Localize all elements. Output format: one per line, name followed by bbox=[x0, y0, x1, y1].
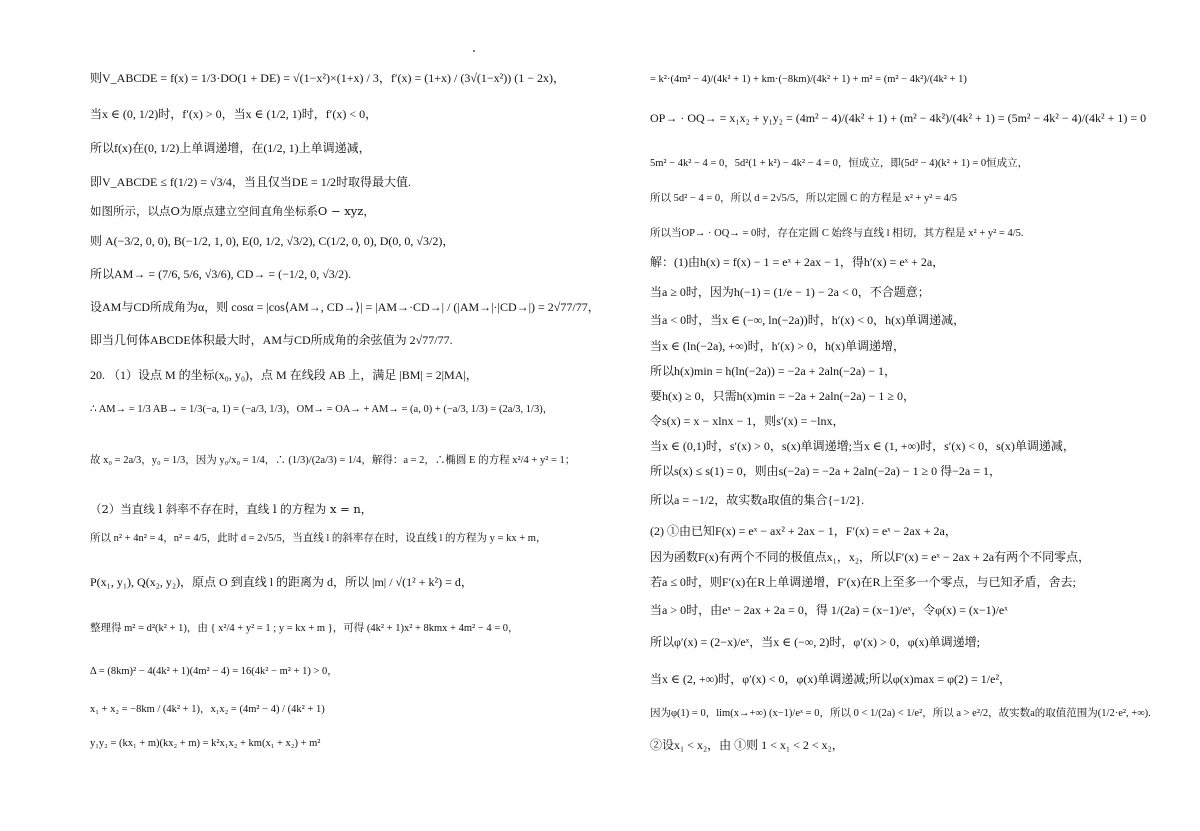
text-line: 则 A(−3/2, 0, 0), B(−1/2, 1, 0), E(0, 1/2, √3/2), C(1/2, 0, 0), D(0, 0, √3/2)， bbox=[90, 234, 455, 248]
text-line: 当x ∈ (0,1)时，s′(x) > 0，s(x)单调递增;当x ∈ (1, +∞)时，s′(x) < 0，s(x)单调递减， bbox=[650, 439, 1075, 453]
text-line: 所以s(x) ≤ s(1) = 0，则由s(−2a) = −2a + 2aln(−2a) − 1 ≥ 0 得−2a = 1， bbox=[650, 464, 1002, 478]
text-line: 即V_ABCDE ≤ f(1/2) = √3/4，当且仅当DE = 1/2时取得最大值. bbox=[90, 175, 412, 189]
text-line: OP→ · OQ→ = x₁x₂ + y₁y₂ = (4m² − 4)/(4k² + 1) + (m² − 4k²)/(4k² + 1) = (5m² − 4k² − 4)/(4k² + 1) = 0 bbox=[650, 111, 1147, 125]
text-line: 当x ∈ (ln(−2a), +∞)时，h′(x) > 0，h(x)单调递增， bbox=[650, 339, 905, 353]
text-line: 当a < 0时，当x ∈ (−∞, ln(−2a))时，h′(x) < 0，h(x)单调递减， bbox=[650, 313, 966, 327]
text-line: 所以 5d² − 4 = 0，所以 d = 2√5/5，所以定圆 C 的方程是 x² + y² = 4/5 bbox=[650, 193, 958, 204]
text-line: = k²·(4m² − 4)/(4k² + 1) + km·(−8km)/(4k² + 1) + m² = (m² − 4k²)/(4k² + 1) bbox=[650, 74, 967, 85]
text-line: 若a ≤ 0时，则F′(x)在R上单调递增，F′(x)在R上至多一个零点，与已知矛盾，舍去; bbox=[650, 575, 1076, 589]
text-line: x₁ + x₂ = −8km / (4k² + 1)，x₁x₂ = (4m² − 4) / (4k² + 1) bbox=[90, 704, 325, 715]
text-line: 即当几何体ABCDE体积最大时，AM与CD所成角的余弦值为 2√77/77. bbox=[90, 333, 453, 347]
page-mark bbox=[473, 50, 475, 52]
text-line: 令s(x) = x − xlnx − 1，则s′(x) = −lnx， bbox=[650, 414, 845, 428]
text-line: 当x ∈ (2, +∞)时，φ′(x) < 0，φ(x)单调递减;所以φ(x)max = φ(2) = 1/e²， bbox=[650, 672, 1012, 686]
text-line: 因为φ(1) = 0，lim(x→+∞) (x−1)/eˣ = 0，所以 0 < 1/(2a) < 1/e²，所以 a > e²/2，故实数a的取值范围为(1/2·e², +∞). bbox=[650, 708, 1151, 719]
text-line: 所以φ′(x) = (2−x)/eˣ，当x ∈ (−∞, 2)时，φ′(x) > 0，φ(x)单调递增; bbox=[650, 635, 980, 649]
text-line: 如图所示，以点O为原点建立空间直角坐标系O − xyz， bbox=[90, 204, 375, 218]
text-line: 解：(1)由h(x) = f(x) − 1 = eˣ + 2ax − 1，得h′(x) = eˣ + 2a， bbox=[650, 255, 945, 269]
text-line: 要h(x) ≥ 0，只需h(x)min = −2a + 2aln(−2a) − 1 ≥ 0， bbox=[650, 389, 915, 403]
text-line: 当a > 0时，由eˣ − 2ax + 2a = 0，得 1/(2a) = (x−1)/eˣ，令φ(x) = (x−1)/eˣ bbox=[650, 603, 1008, 617]
text-line: 所以 n² + 4n² = 4，n² = 4/5，此时 d = 2√5/5，当直线 l 的斜率存在时，设直线 l 的方程为 y = kx + m， bbox=[90, 533, 547, 544]
text-line: 所以当OP→ · OQ→ = 0时，存在定圆 C 始终与直线 l 相切，其方程是 x² + y² = 4/5. bbox=[650, 228, 1024, 239]
text-line: 因为函数F(x)有两个不同的极值点x₁，x₂，所以F′(x) = eˣ − 2ax + 2a有两个不同零点， bbox=[650, 550, 1091, 564]
text-line: 所以h(x)min = h(ln(−2a)) = −2a + 2aln(−2a) − 1， bbox=[650, 364, 896, 378]
text-line: 5m² − 4k² − 4 = 0，5d²(1 + k²) − 4k² − 4 = 0，恒成立，即(5d² − 4)(k² + 1) = 0恒成立， bbox=[650, 158, 1029, 169]
text-line: 设AM与CD所成角为α，则 cosα = |cos⟨AM→, CD→⟩| = |AM→·CD→| / (|AM→|·|CD→|) = 2√77/77， bbox=[90, 300, 600, 314]
text-line: 所以AM→ = (7/6, 5/6, √3/6), CD→ = (−1/2, 0, √3/2). bbox=[90, 267, 352, 281]
text-line: （2）当直线 l 斜率不存在时，直线 l 的方程为 x = n， bbox=[90, 502, 373, 516]
text-line: 所以f(x)在(0, 1/2)上单调递增，在(1/2, 1)上单调递减， bbox=[90, 141, 371, 155]
text-line: 当x ∈ (0, 1/2)时，f′(x) > 0，当x ∈ (1/2, 1)时，f′(x) < 0， bbox=[90, 107, 378, 121]
text-line: ∴ AM→ = 1/3 AB→ = 1/3(−a, 1) = (−a/3, 1/3)，OM→ = OA→ + AM→ = (a, 0) + (−a/3, 1/3) = (2a/3, 1/3)， bbox=[90, 404, 554, 415]
text-line: Δ = (8km)² − 4(4k² + 1)(4m² − 4) = 16(4k² − m² + 1) > 0， bbox=[90, 666, 338, 677]
text-line: 故 x₀ = 2a/3，y₀ = 1/3，因为 y₀/x₀ = 1/4，∴ (1/3)/(2a/3) = 1/4，解得：a = 2，∴椭圆 E 的方程 x²/4 + y² = 1； bbox=[90, 455, 576, 466]
text-line: (2) ①由已知F(x) = eˣ − ax² + 2ax − 1，F′(x) = eˣ − 2ax + 2a， bbox=[650, 524, 957, 538]
text-line: 所以a = −1/2，故实数a取值的集合{−1/2}. bbox=[650, 493, 865, 507]
text-line: 当a ≥ 0时，因为h(−1) = (1/e − 1) − 2a < 0，不合题意； bbox=[650, 285, 930, 299]
text-line: 则V_ABCDE = f(x) = 1/3·DO(1 + DE) = √(1−x²)×(1+x) / 3，f′(x) = (1+x) / (3√(1−x²)) (1 − 2x)， bbox=[90, 71, 566, 85]
text-line: P(x₁, y₁), Q(x₂, y₂)，原点 O 到直线 l 的距离为 d，所以 |m| / √(1² + k²) = d， bbox=[90, 575, 473, 589]
text-line: 整理得 m² = d²(k² + 1)，由 { x²/4 + y² = 1 ; y = kx + m }，可得 (4k² + 1)x² + 8kmx + 4m² − 4 = 0， bbox=[90, 623, 519, 634]
text-line: ②设x₁ < x₂，由 ①则 1 < x₁ < 2 < x₂， bbox=[650, 738, 844, 752]
text-line: y₁y₂ = (kx₁ + m)(kx₂ + m) = k²x₁x₂ + km(x₁ + x₂) + m² bbox=[90, 738, 321, 749]
problem-20-heading: 20. （1）设点 M 的坐标(x₀, y₀)，点 M 在线段 AB 上，满足 |BM| = 2|MA|， bbox=[90, 368, 478, 382]
